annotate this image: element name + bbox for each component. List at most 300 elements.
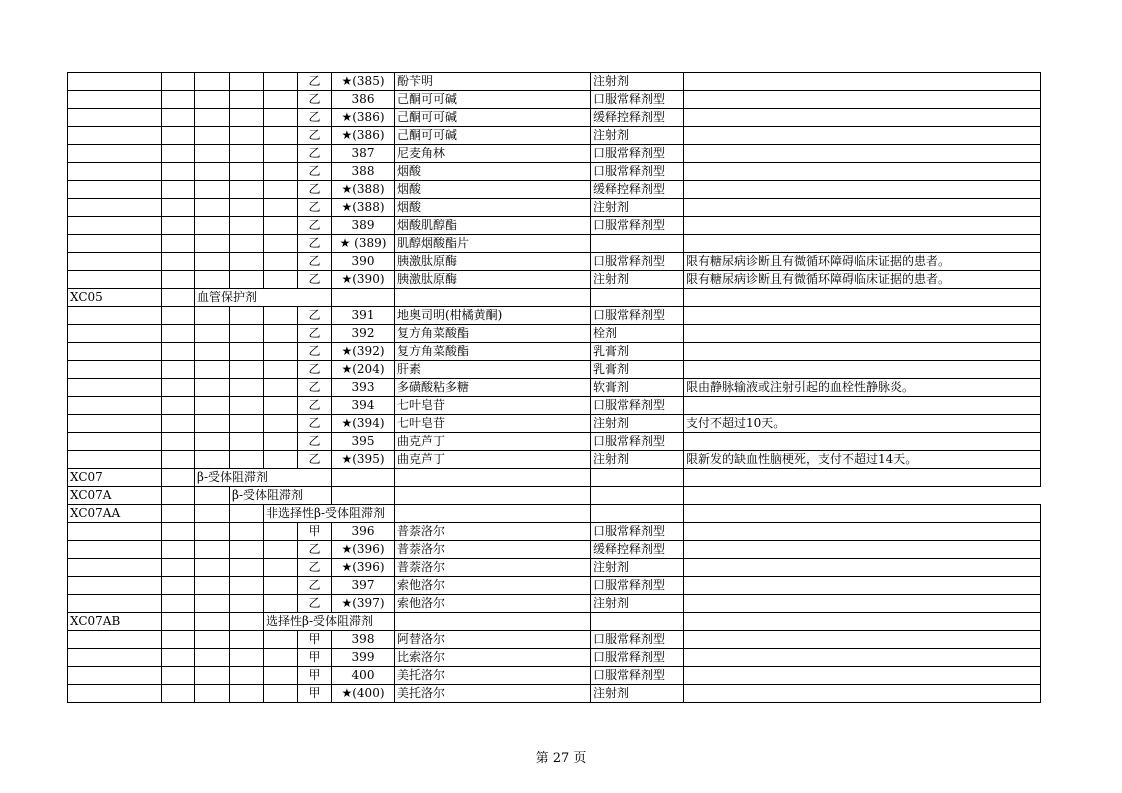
category-code-cell: XC07AB: [68, 613, 162, 631]
spacer-cell: [264, 217, 298, 235]
code-cell: [68, 163, 162, 181]
table-row: [68, 631, 1041, 649]
empty-cell: [395, 469, 591, 487]
empty-cell: [162, 469, 195, 487]
empty-cell: [591, 613, 684, 631]
level-4-cell: [230, 307, 264, 325]
drug-name-cell: 酚苄明: [395, 73, 591, 91]
level-4-cell: [230, 433, 264, 451]
spacer-cell: [264, 271, 298, 289]
empty-cell: [395, 487, 591, 505]
drug-name-cell: 地奥司明(柑橘黄酮): [395, 307, 591, 325]
page-number: 第 27 页: [535, 751, 587, 766]
spacer-cell: [264, 361, 298, 379]
category-cell: 乙: [298, 379, 332, 397]
dosage-form-cell: 注射剂: [591, 127, 684, 145]
level-2-cell: [162, 595, 195, 613]
drug-name-cell: 烟酸: [395, 181, 591, 199]
empty-cell: [162, 613, 195, 631]
category-label-cell: β-受体阻滞剂: [230, 487, 332, 505]
number-cell: 388: [332, 163, 395, 181]
note-cell: 限有糖尿病诊断且有微循环障碍临床证据的患者。: [684, 253, 1041, 271]
level-2-cell: [162, 145, 195, 163]
level-2-cell: [162, 163, 195, 181]
dosage-form-cell: 口服常释剂型: [591, 253, 684, 271]
note-cell: 限新发的缺血性脑梗死，支付不超过14天。: [684, 451, 1041, 469]
note-cell: [684, 181, 1041, 199]
level-3-cell: [195, 595, 230, 613]
spacer-cell: [264, 163, 298, 181]
note-cell: [684, 325, 1041, 343]
note-cell: [684, 577, 1041, 595]
number-cell: 393: [332, 379, 395, 397]
category-cell: 甲: [298, 631, 332, 649]
table-row: [68, 433, 1041, 451]
code-cell: [68, 361, 162, 379]
note-cell: [684, 109, 1041, 127]
drug-name-cell: 阿替洛尔: [395, 631, 591, 649]
drug-name-cell: 索他洛尔: [395, 577, 591, 595]
drug-name-cell: 烟酸肌醇酯: [395, 217, 591, 235]
level-3-cell: [195, 217, 230, 235]
level-3-cell: [195, 415, 230, 433]
level-2-cell: [162, 271, 195, 289]
dosage-form-cell: [591, 235, 684, 253]
dosage-form-cell: 口服常释剂型: [591, 163, 684, 181]
level-2-cell: [162, 217, 195, 235]
number-cell: ★(394): [332, 415, 395, 433]
level-2-cell: [162, 559, 195, 577]
table-row: [68, 649, 1041, 667]
level-2-cell: [162, 541, 195, 559]
drug-name-cell: 复方角菜酸酯: [395, 343, 591, 361]
spacer-cell: [264, 631, 298, 649]
category-label-cell: β-受体阻滞剂: [195, 469, 332, 487]
code-cell: [68, 127, 162, 145]
level-2-cell: [162, 451, 195, 469]
spacer-cell: [264, 523, 298, 541]
table-row: [68, 451, 1041, 469]
number-cell: 392: [332, 325, 395, 343]
level-4-cell: [230, 667, 264, 685]
empty-cell: [591, 487, 684, 505]
dosage-form-cell: 缓释控释剂型: [591, 109, 684, 127]
level-2-cell: [162, 397, 195, 415]
table-row: [68, 109, 1041, 127]
spacer-cell: [264, 181, 298, 199]
category-cell: 乙: [298, 163, 332, 181]
level-3-cell: [195, 379, 230, 397]
dosage-form-cell: 乳膏剂: [591, 343, 684, 361]
note-cell: [684, 343, 1041, 361]
dosage-form-cell: 注射剂: [591, 451, 684, 469]
spacer-cell: [264, 73, 298, 91]
note-cell: [684, 631, 1041, 649]
category-cell: 乙: [298, 577, 332, 595]
level-4-cell: [230, 235, 264, 253]
number-cell: ★(385): [332, 73, 395, 91]
note-cell: 限有糖尿病诊断且有微循环障碍临床证据的患者。: [684, 271, 1041, 289]
code-cell: [68, 307, 162, 325]
code-cell: [68, 181, 162, 199]
empty-cell: [395, 289, 591, 307]
table-row: [68, 685, 1041, 703]
table-row: [68, 145, 1041, 163]
empty-cell: [684, 505, 1041, 523]
number-cell: ★ (389): [332, 235, 395, 253]
code-cell: [68, 433, 162, 451]
level-4-cell: [230, 631, 264, 649]
number-cell: ★(392): [332, 343, 395, 361]
spacer-cell: [264, 595, 298, 613]
level-3-cell: [195, 91, 230, 109]
level-4-cell: [230, 523, 264, 541]
level-3-cell: [195, 343, 230, 361]
level-4-cell: [230, 217, 264, 235]
number-cell: 390: [332, 253, 395, 271]
note-cell: [684, 199, 1041, 217]
dosage-form-cell: 注射剂: [591, 199, 684, 217]
code-cell: [68, 559, 162, 577]
spacer-cell: [264, 325, 298, 343]
note-cell: [684, 397, 1041, 415]
drug-name-cell: 多磺酸粘多糖: [395, 379, 591, 397]
level-3-cell: [195, 541, 230, 559]
level-2-cell: [162, 253, 195, 271]
empty-cell: [332, 289, 395, 307]
category-cell: 乙: [298, 415, 332, 433]
drug-name-cell: 七叶皂苷: [395, 415, 591, 433]
dosage-form-cell: 口服常释剂型: [591, 91, 684, 109]
spacer-cell: [264, 127, 298, 145]
spacer-cell: [264, 559, 298, 577]
category-cell: 乙: [298, 271, 332, 289]
empty-cell: [195, 487, 230, 505]
code-cell: [68, 253, 162, 271]
level-3-cell: [195, 649, 230, 667]
number-cell: 398: [332, 631, 395, 649]
empty-cell: [195, 505, 230, 523]
level-3-cell: [195, 127, 230, 145]
table-row: [68, 577, 1041, 595]
level-4-cell: [230, 685, 264, 703]
code-cell: [68, 577, 162, 595]
dosage-form-cell: 口服常释剂型: [591, 667, 684, 685]
empty-cell: [591, 289, 684, 307]
table-row: [68, 217, 1041, 235]
level-4-cell: [230, 199, 264, 217]
code-cell: [68, 235, 162, 253]
category-cell: 乙: [298, 217, 332, 235]
dosage-form-cell: 口服常释剂型: [591, 577, 684, 595]
number-cell: 399: [332, 649, 395, 667]
drug-name-cell: 己酮可可碱: [395, 91, 591, 109]
code-cell: [68, 667, 162, 685]
table-row: [68, 559, 1041, 577]
code-cell: [68, 523, 162, 541]
category-cell: 乙: [298, 181, 332, 199]
table-row: [68, 307, 1041, 325]
number-cell: 391: [332, 307, 395, 325]
spacer-cell: [264, 649, 298, 667]
level-4-cell: [230, 253, 264, 271]
spacer-cell: [264, 397, 298, 415]
dosage-form-cell: 口服常释剂型: [591, 523, 684, 541]
number-cell: 396: [332, 523, 395, 541]
note-cell: [684, 649, 1041, 667]
empty-cell: [230, 505, 264, 523]
level-3-cell: [195, 109, 230, 127]
table-row: [68, 361, 1041, 379]
category-row: [68, 289, 1041, 307]
empty-cell: [591, 469, 684, 487]
code-cell: [68, 199, 162, 217]
drug-name-cell: 胰激肽原酶: [395, 271, 591, 289]
number-cell: ★(388): [332, 199, 395, 217]
code-cell: [68, 595, 162, 613]
note-cell: [684, 127, 1041, 145]
level-4-cell: [230, 343, 264, 361]
number-cell: ★(396): [332, 541, 395, 559]
category-cell: 乙: [298, 325, 332, 343]
level-3-cell: [195, 523, 230, 541]
empty-cell: [162, 289, 195, 307]
level-2-cell: [162, 631, 195, 649]
note-cell: [684, 667, 1041, 685]
code-cell: [68, 91, 162, 109]
level-2-cell: [162, 181, 195, 199]
number-cell: 400: [332, 667, 395, 685]
category-cell: 乙: [298, 595, 332, 613]
drug-name-cell: 胰激肽原酶: [395, 253, 591, 271]
drug-name-cell: 己酮可可碱: [395, 109, 591, 127]
drug-name-cell: 比索洛尔: [395, 649, 591, 667]
level-2-cell: [162, 685, 195, 703]
code-cell: [68, 217, 162, 235]
category-cell: 乙: [298, 307, 332, 325]
level-4-cell: [230, 577, 264, 595]
note-cell: [684, 595, 1041, 613]
category-cell: 乙: [298, 397, 332, 415]
code-cell: [68, 649, 162, 667]
table-row: [68, 253, 1041, 271]
drug-name-cell: 索他洛尔: [395, 595, 591, 613]
code-cell: [68, 271, 162, 289]
level-3-cell: [195, 163, 230, 181]
drug-name-cell: 普萘洛尔: [395, 523, 591, 541]
note-cell: [684, 73, 1041, 91]
code-cell: [68, 451, 162, 469]
code-cell: [68, 73, 162, 91]
table-row: [68, 523, 1041, 541]
note-cell: [684, 163, 1041, 181]
level-2-cell: [162, 235, 195, 253]
drug-name-cell: 曲克芦丁: [395, 451, 591, 469]
category-cell: 甲: [298, 649, 332, 667]
spacer-cell: [264, 451, 298, 469]
level-3-cell: [195, 559, 230, 577]
category-code-cell: XC05: [68, 289, 162, 307]
drug-name-cell: 肌醇烟酸酯片: [395, 235, 591, 253]
spacer-cell: [264, 577, 298, 595]
spacer-cell: [264, 109, 298, 127]
code-cell: [68, 145, 162, 163]
number-cell: 389: [332, 217, 395, 235]
category-cell: 乙: [298, 109, 332, 127]
level-2-cell: [162, 379, 195, 397]
level-2-cell: [162, 415, 195, 433]
category-cell: 乙: [298, 451, 332, 469]
drug-name-cell: 七叶皂苷: [395, 397, 591, 415]
level-3-cell: [195, 361, 230, 379]
category-code-cell: XC07AA: [68, 505, 162, 523]
level-2-cell: [162, 649, 195, 667]
empty-cell: [162, 487, 195, 505]
category-code-cell: XC07: [68, 469, 162, 487]
spacer-cell: [264, 685, 298, 703]
category-cell: 乙: [298, 73, 332, 91]
spacer-cell: [264, 541, 298, 559]
category-cell: 乙: [298, 541, 332, 559]
table-row: [68, 127, 1041, 145]
code-cell: [68, 343, 162, 361]
level-2-cell: [162, 577, 195, 595]
code-cell: [68, 415, 162, 433]
empty-cell: [162, 505, 195, 523]
spacer-cell: [264, 91, 298, 109]
category-cell: 乙: [298, 559, 332, 577]
note-cell: 限由静脉输液或注射引起的血栓性静脉炎。: [684, 379, 1041, 397]
level-2-cell: [162, 199, 195, 217]
empty-cell: [591, 505, 684, 523]
drug-name-cell: 美托洛尔: [395, 685, 591, 703]
drug-name-cell: 曲克芦丁: [395, 433, 591, 451]
level-3-cell: [195, 199, 230, 217]
dosage-form-cell: 栓剂: [591, 325, 684, 343]
table-row: [68, 271, 1041, 289]
dosage-form-cell: 缓释控释剂型: [591, 181, 684, 199]
category-row: [68, 505, 1041, 523]
code-cell: [68, 397, 162, 415]
category-cell: 乙: [298, 235, 332, 253]
category-cell: 乙: [298, 145, 332, 163]
code-cell: [68, 325, 162, 343]
dosage-form-cell: 注射剂: [591, 271, 684, 289]
category-cell: 乙: [298, 199, 332, 217]
number-cell: ★(390): [332, 271, 395, 289]
code-cell: [68, 541, 162, 559]
level-4-cell: [230, 145, 264, 163]
category-cell: 乙: [298, 343, 332, 361]
dosage-form-cell: 注射剂: [591, 559, 684, 577]
category-label-cell: 非选择性β-受体阻滞剂: [264, 505, 395, 523]
level-4-cell: [230, 91, 264, 109]
level-2-cell: [162, 73, 195, 91]
note-cell: [684, 433, 1041, 451]
level-3-cell: [195, 325, 230, 343]
table-row: [68, 235, 1041, 253]
code-cell: [68, 685, 162, 703]
level-2-cell: [162, 127, 195, 145]
table-row: [68, 163, 1041, 181]
table-row: [68, 73, 1041, 91]
spacer-cell: [264, 145, 298, 163]
dosage-form-cell: 软膏剂: [591, 379, 684, 397]
spacer-cell: [264, 433, 298, 451]
drug-catalog-table: [67, 72, 1041, 703]
note-cell: [684, 91, 1041, 109]
drug-name-cell: 美托洛尔: [395, 667, 591, 685]
category-cell: 甲: [298, 685, 332, 703]
category-cell: 乙: [298, 253, 332, 271]
level-2-cell: [162, 307, 195, 325]
table-row: [68, 397, 1041, 415]
number-cell: 395: [332, 433, 395, 451]
number-cell: ★(388): [332, 181, 395, 199]
level-3-cell: [195, 145, 230, 163]
level-4-cell: [230, 559, 264, 577]
code-cell: [68, 631, 162, 649]
drug-name-cell: 复方角菜酸酯: [395, 325, 591, 343]
table-row: [68, 325, 1041, 343]
dosage-form-cell: 口服常释剂型: [591, 217, 684, 235]
drug-name-cell: 肝素: [395, 361, 591, 379]
category-cell: 乙: [298, 127, 332, 145]
note-cell: [684, 145, 1041, 163]
level-3-cell: [195, 235, 230, 253]
dosage-form-cell: 注射剂: [591, 685, 684, 703]
dosage-form-cell: 注射剂: [591, 73, 684, 91]
level-3-cell: [195, 253, 230, 271]
note-cell: [684, 235, 1041, 253]
level-2-cell: [162, 109, 195, 127]
empty-cell: [395, 505, 591, 523]
level-3-cell: [195, 451, 230, 469]
spacer-cell: [264, 235, 298, 253]
table-row: [68, 379, 1041, 397]
category-code-cell: XC07A: [68, 487, 162, 505]
level-4-cell: [230, 541, 264, 559]
code-cell: [68, 109, 162, 127]
number-cell: 397: [332, 577, 395, 595]
number-cell: ★(395): [332, 451, 395, 469]
dosage-form-cell: 口服常释剂型: [591, 397, 684, 415]
level-3-cell: [195, 577, 230, 595]
category-cell: 乙: [298, 91, 332, 109]
level-3-cell: [195, 433, 230, 451]
empty-cell: [332, 487, 395, 505]
number-cell: ★(386): [332, 127, 395, 145]
level-4-cell: [230, 127, 264, 145]
table-row: [68, 595, 1041, 613]
note-cell: [684, 217, 1041, 235]
level-4-cell: [230, 451, 264, 469]
drug-name-cell: 己酮可可碱: [395, 127, 591, 145]
table-row: [68, 181, 1041, 199]
dosage-form-cell: 乳膏剂: [591, 361, 684, 379]
drug-name-cell: 烟酸: [395, 163, 591, 181]
table-row: [68, 667, 1041, 685]
number-cell: ★(386): [332, 109, 395, 127]
number-cell: 394: [332, 397, 395, 415]
dosage-form-cell: 口服常释剂型: [591, 433, 684, 451]
table-row: [68, 541, 1041, 559]
dosage-form-cell: 口服常释剂型: [591, 649, 684, 667]
note-cell: [684, 523, 1041, 541]
empty-cell: [195, 613, 230, 631]
level-2-cell: [162, 433, 195, 451]
category-label-cell: 选择性β-受体阻滞剂: [264, 613, 395, 631]
